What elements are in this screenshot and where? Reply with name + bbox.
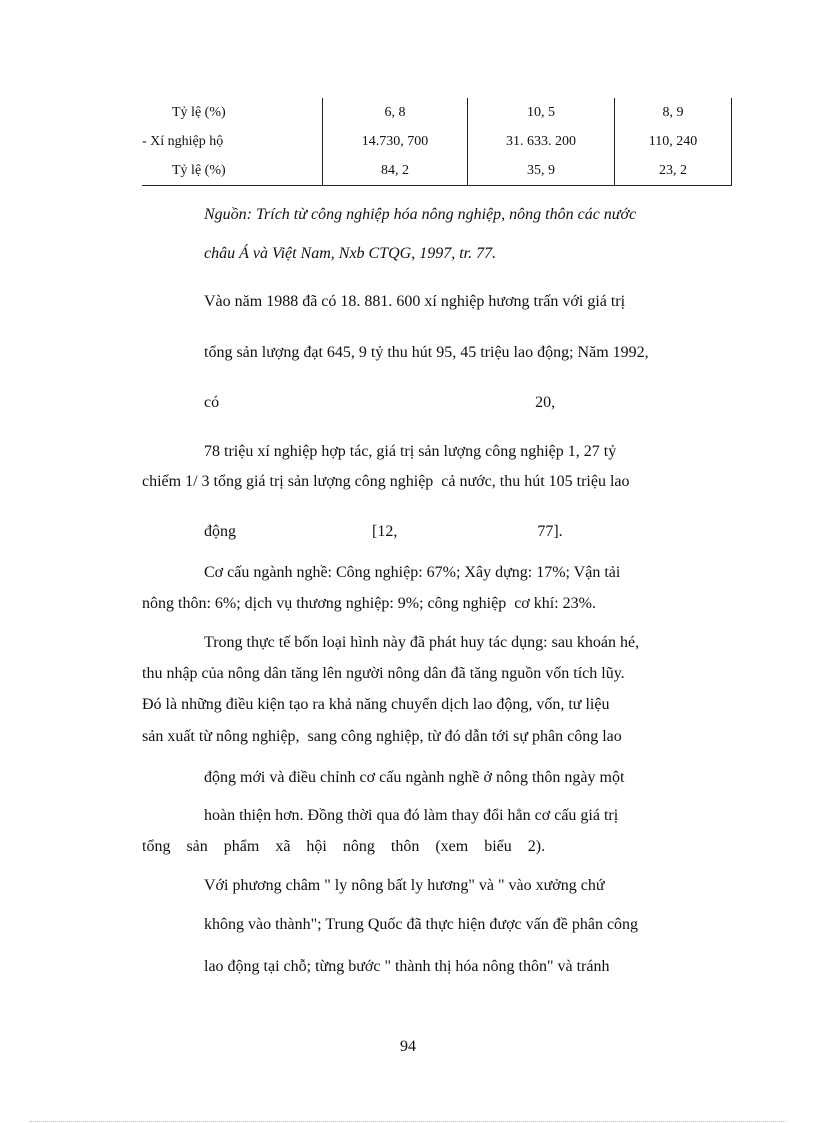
row-label: Tỷ lệ (%) xyxy=(142,98,323,127)
paragraph-line: thu nhập của nông dân tăng lên người nông dân đã tăng nguồn vốn tích lũy. xyxy=(142,665,625,682)
table-row xyxy=(142,98,732,127)
footer-divider xyxy=(30,1121,786,1122)
paragraph-line: Đó là những điều kiện tạo ra khả năng chuyển dịch lao động, vốn, tư liệu xyxy=(142,696,610,713)
source-line: Nguồn: Trích từ công nghiệp hóa nông nghiệp, nông thôn các nước xyxy=(204,206,637,223)
cell: 110, 240 xyxy=(615,127,732,156)
paragraph-line: Với phương châm " ly nông bất ly hương" và " vào xưởng chứ xyxy=(204,877,605,894)
cell: 14.730, 700 xyxy=(323,127,468,156)
table-row xyxy=(142,127,732,156)
paragraph-line: không vào thành"; Trung Quốc đã thực hiện được vấn đề phân công xyxy=(204,916,639,933)
paragraph-line: có 20, xyxy=(204,394,556,411)
paragraph-line: Vào năm 1988 đã có 18. 881. 600 xí nghiệp hương trấn với giá trị xyxy=(204,293,626,310)
row-label: Tỷ lệ (%) xyxy=(142,156,323,186)
paragraph-line: tổng sản phẩm xã hội nông thôn (xem biểu 2). xyxy=(142,838,546,855)
paragraph-line: sản xuất từ nông nghiệp, sang công nghiệp, từ đó dẫn tới sự phân công lao xyxy=(142,728,622,745)
source-line: châu Á và Việt Nam, Nxb CTQG, 1997, tr. 77. xyxy=(204,245,497,262)
cell: 10, 5 xyxy=(468,98,615,127)
paragraph-line: 78 triệu xí nghiệp hợp tác, giá trị sản lượng công nghiệp 1, 27 tỷ xyxy=(204,443,617,460)
paragraph-line: lao động tại chỗ; từng bước " thành thị hóa nông thôn" và tránh xyxy=(204,958,610,975)
paragraph-line: Trong thực tế bốn loại hình này đã phát huy tác dụng: sau khoán hé, xyxy=(204,634,640,651)
cell: 31. 633. 200 xyxy=(468,127,615,156)
paragraph-line: hoàn thiện hơn. Đồng thời qua đó làm thay đổi hẳn cơ cấu giá trị xyxy=(204,807,619,824)
data-table xyxy=(142,98,732,186)
row-label: - Xí nghiệp hộ xyxy=(142,127,323,156)
paragraph-line: nông thôn: 6%; dịch vụ thương nghiệp: 9%; công nghiệp cơ khí: 23%. xyxy=(142,595,596,612)
cell: 35, 9 xyxy=(468,156,615,186)
cell: 84, 2 xyxy=(323,156,468,186)
cell: 6, 8 xyxy=(323,98,468,127)
paragraph-line: động [12, 77]. xyxy=(204,523,563,540)
cell: 23, 2 xyxy=(615,156,732,186)
paragraph-line: Cơ cấu ngành nghề: Công nghiệp: 67%; Xây dựng: 17%; Vận tải xyxy=(204,564,621,581)
cell: 8, 9 xyxy=(615,98,732,127)
table-row xyxy=(142,156,732,186)
paragraph-line: tổng sản lượng đạt 645, 9 tỷ thu hút 95, 45 triệu lao động; Năm 1992, xyxy=(204,344,649,361)
paragraph-line: động mới và điều chỉnh cơ cấu ngành nghề ở nông thôn ngày một xyxy=(204,769,625,786)
paragraph-line: chiếm 1/ 3 tổng giá trị sản lượng công nghiệp cả nước, thu hút 105 triệu lao xyxy=(142,473,630,490)
page-number: 94 xyxy=(400,1038,416,1055)
